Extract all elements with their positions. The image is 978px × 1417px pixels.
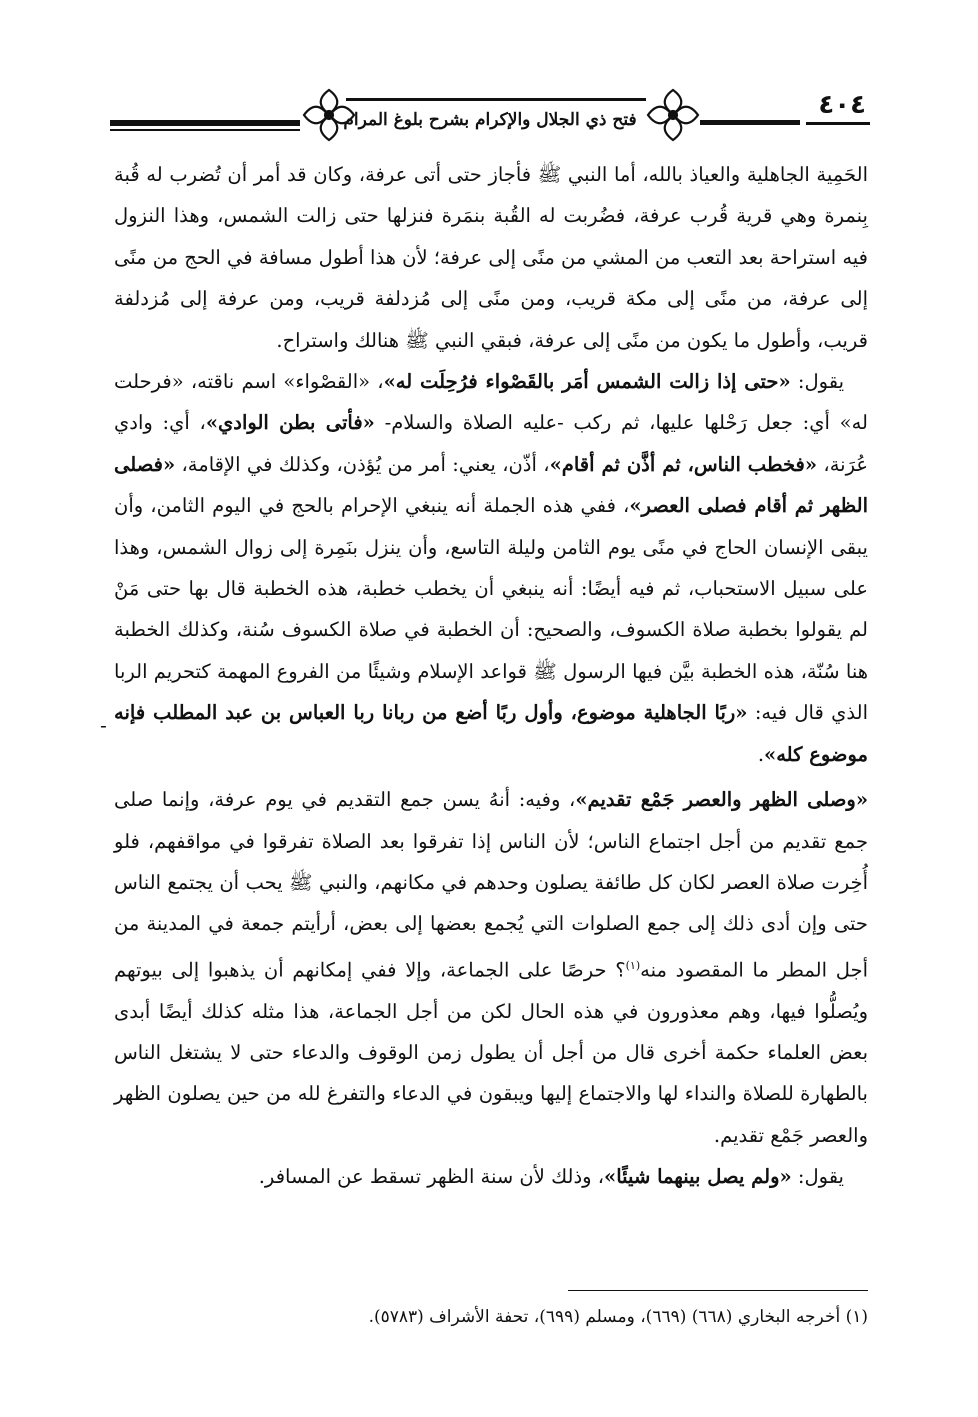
p3-text-2: ؟ حرصًا على الجماعة، وإلا ففي إمكانهم أن يذهبوا إلى بيوتهم ويُصلُّوا فيها، وهم معذورون في هذه الحال لكن من أجل الجماعة، هذا مثله كذلك أيضًا أبدى بعض العلماء حكمة أخرى قال من أجل أن يطول زمن الوقوف والدعاء حتى لا يشتغل الناس بالطهارة للصلاة والنداء لها والاجتماع إليها ويبقون في الدعاء والتفرغ لله من حين يصلون الظهر والعصر جَمْع تقديم. bbox=[114, 958, 868, 1147]
p2-text-4: ، ففي هذه الجملة أنه ينبغي الإحرام بالحج في اليوم الثامن، وأن يبقى الإنسان الحاج في منًى يوم الثامن وليلة التاسع، وأن ينزل بنَمِرة إلى زوال الشمس، وهذا على سبيل الاستحباب، ثم فيه أيضًا: أنه ينبغي أن يخطب خطبة، هذه الخطبة قال بها حتى مَنْ لم يقولوا بخطبة صلاة الكسوف، والصحيح: أن الخطبة في صلاة الكسوف سُنة، وكذلك الخطبة هنا سُنّة، هذه الخطبة بيَّن فيها الرسول ﷺ قواعد الإسلام وشيئًا من الفروع المهمة كتحريم الربا الذي قال فيه: bbox=[114, 494, 868, 725]
book-title: فتح ذي الجلال والإكرام بشرح بلوغ المرام bbox=[343, 110, 637, 130]
p2-quote-1: «حتى إذا زالت الشمس أمَر بالقَصْواء فرُحِلَت له» bbox=[383, 370, 791, 394]
header-middle-line bbox=[346, 98, 646, 101]
header-right-band bbox=[700, 120, 800, 125]
paragraph-1-text: الحَمِية الجاهلية والعياذ بالله، أما النبي ﷺ فأجاز حتى أتى عرفة، وكان قد أمر أن تُضرب له قُبة بِنمرة وهي قرية قُرب عرفة، فضُربت له القُبة بنمَرة فنزلها حتى زالت الشمس، وهذا النزول فيه استراحة بعد التعب من المشي من منًى إلى عرفة؛ لأن هذا أطول مسافة في الحج من منًى إلى عرفة، من منًى إلى مكة قريب، ومن منًى إلى مُزدلفة قريب، ومن عرفة إلى مُزدلفة قريب، وأطول ما يكون من منًى إلى عرفة، فبقي النبي ﷺ هنالك واستراح. bbox=[114, 163, 868, 352]
p2-quote-5: «ربًا الجاهلية موضوع، وأول ربًا أضع من ربانا ربا العباس بن عبد المطلب فإنه موضوع كله» bbox=[114, 701, 868, 766]
p2-end: . bbox=[757, 742, 765, 766]
footnote-reference[interactable]: (١) bbox=[625, 958, 641, 972]
p4-text-1: ، وذلك لأن سنة الظهر تسقط عن المسافر. bbox=[258, 1165, 605, 1189]
paragraph-4 bbox=[114, 1156, 868, 1197]
margin-dash: - bbox=[100, 715, 107, 737]
p3-quote-1: «وصلى الظهر والعصر جَمْع تقديم» bbox=[575, 788, 869, 812]
p2-quote-2: «فأتى بطن الوادي» bbox=[205, 411, 375, 435]
p2-text-2: ، أي: وادي عُرَنة، bbox=[114, 411, 868, 476]
p2-text-3: ، أذّن، يعني: أمر من يُؤذن، وكذلك في الإقامة، bbox=[175, 452, 550, 476]
p4-lead: يقول: bbox=[791, 1165, 844, 1189]
page-header bbox=[110, 84, 870, 146]
footnote: (١) أخرجه البخاري (٦٦٨) (٦٦٩)، ومسلم (٦٩٩)، تحفة الأشراف (٥٧٨٣). bbox=[368, 1307, 868, 1327]
page-number: ٤٠٤ bbox=[818, 90, 866, 120]
p2-quote-4: «فصلى الظهر ثم أقام فصلى العصر» bbox=[114, 452, 869, 518]
header-left-band bbox=[110, 120, 300, 126]
page-number-underline bbox=[806, 122, 870, 125]
p2-quote-3: «فخطب الناس، ثم أذَّن ثم أقام» bbox=[549, 452, 818, 476]
p2-text-1: ، «القصْواء» اسم ناقته، «فرحلت له» أي: جعل رَحْلها عليها، ثم ركب -عليه الصلاة والسلام- bbox=[114, 370, 868, 435]
paragraph-2 bbox=[114, 361, 868, 775]
p4-quote-1: «ولم يصل بينهما شيئًا» bbox=[604, 1165, 792, 1189]
paragraph-3 bbox=[114, 779, 868, 1156]
body-text bbox=[114, 154, 868, 1198]
p2-lead: يقول: bbox=[790, 370, 845, 394]
footnote-separator bbox=[568, 1290, 868, 1291]
header-left-thin-line bbox=[110, 129, 300, 131]
p3-text-1: ، وفيه: أنهُ يسن جمع التقديم في يوم عرفة، وإنما صلى جمع تقديم من أجل اجتماع الناس؛ لأن الناس إذا تفرقوا بعد الصلاة تفرقوا في مواقفهم، فلو أُخِرت صلاة العصر لكان كل طائفة يصلون وحدهم في مكانهم، والنبي ﷺ يحب أن يجتمع الناس حتى وإن أدى ذلك إلى جمع الصلوات التي يُجمع بعضها إلى بعض، أرأيتم جمعة في المدينة من أجل المطر ما المقصود منه bbox=[114, 788, 868, 982]
header-ornament-right-icon bbox=[642, 84, 704, 146]
paragraph-1 bbox=[114, 154, 868, 361]
